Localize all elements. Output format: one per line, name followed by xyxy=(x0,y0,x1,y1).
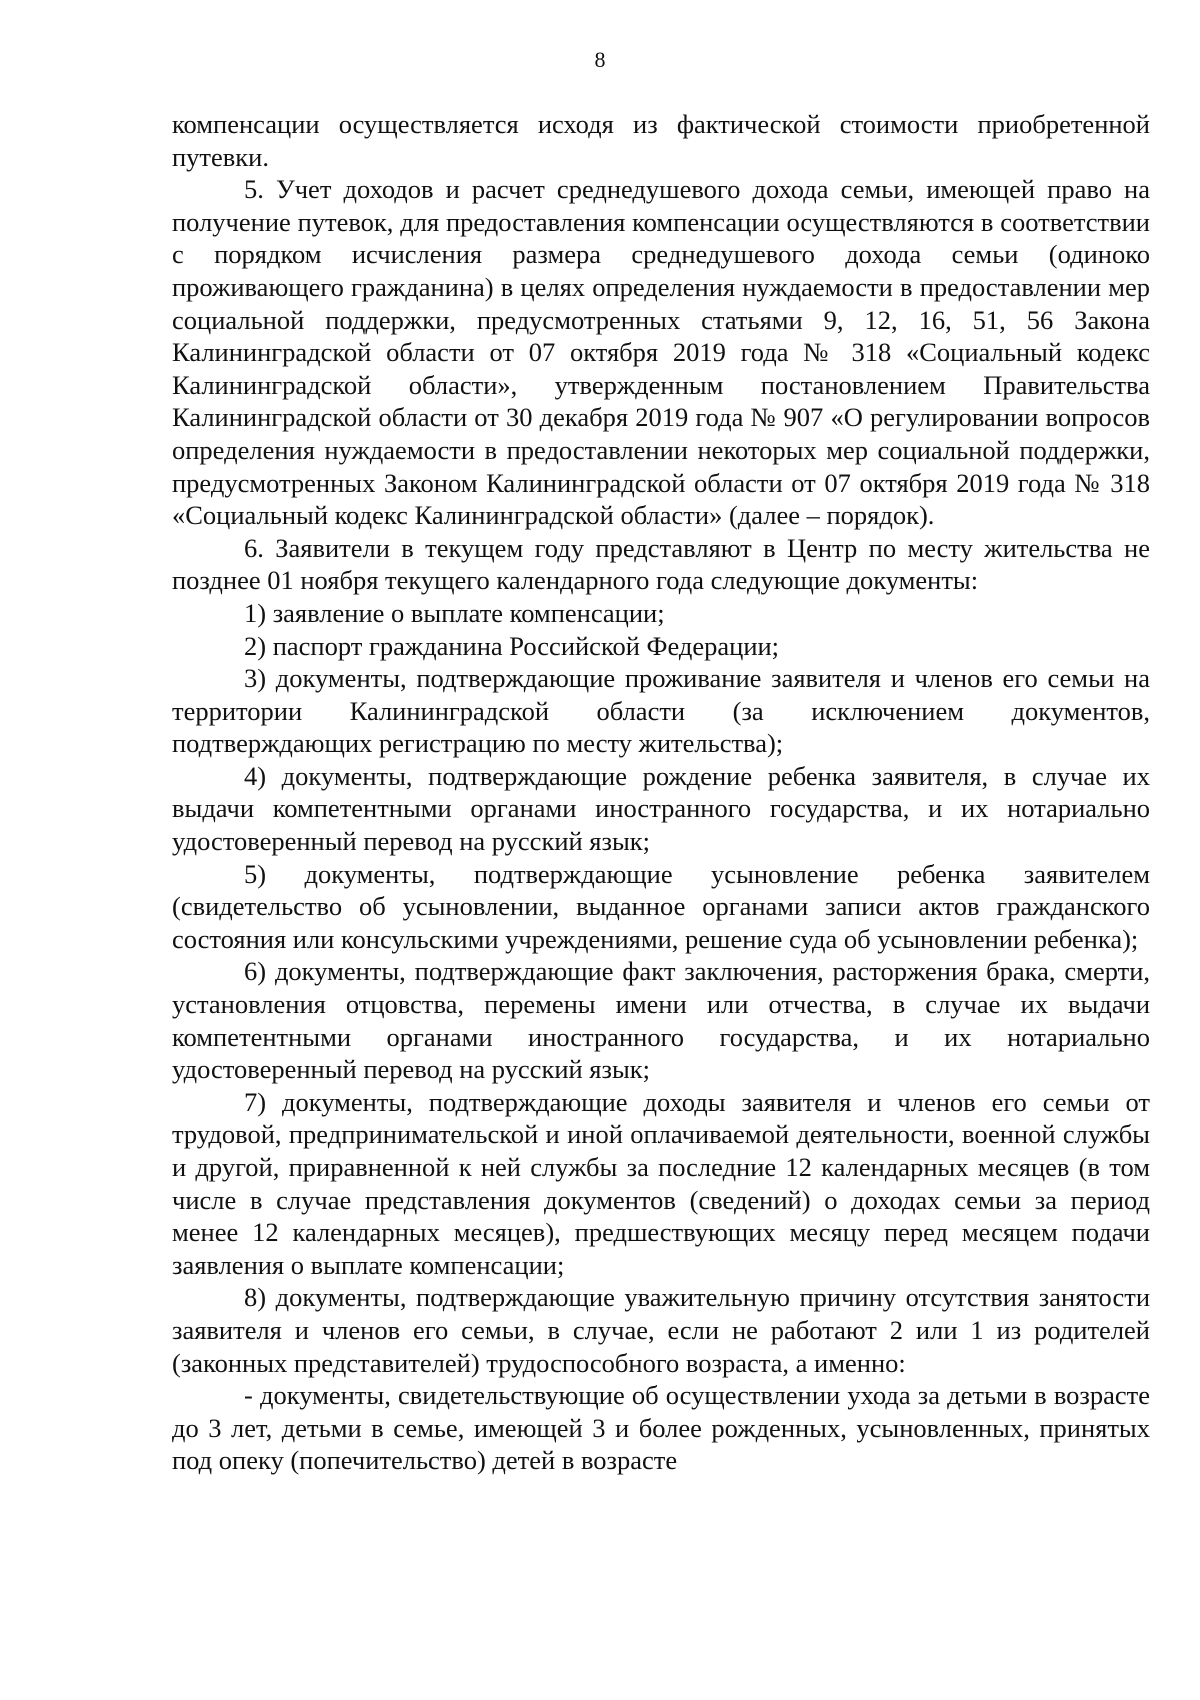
list-item-5: 5) документы, подтверждающие усыновление ребенка заявителем (свидетельство об усыновлении, выданное органами записи актов гражданского состояния или консульскими учреждениями, решение суда об усыновлении ребенка); xyxy=(172,858,1150,954)
list-item-1: 1) заявление о выплате компенсации; xyxy=(244,597,665,628)
list-item-4: 4) документы, подтверждающие рождение ребенка заявителя, в случае их выдачи компетентными органами иностранного государства, и их нотариально удостоверенный перевод на русский язык; xyxy=(172,760,1150,857)
list-item-6: 6) документы, подтверждающие факт заключения, расторжения брака, смерти, установления отцовства, перемены имени или отчества, в случае их выдачи компетентными органами иностранного государства, и их нотариально удостоверенный перевод на русский язык; xyxy=(172,956,1150,1085)
paragraph-6-documents-list: 6. Заявители в текущем году представляют в Центр по месту жительства не позднее 01 ноября текущего календарного года следующие документы: xyxy=(172,532,1150,596)
document-body xyxy=(172,108,1150,1477)
list-item-3: 3) документы, подтверждающие проживание заявителя и членов его семьи на территории Калининградской области (за исключением документов, подтверждающих регистрацию по месту жительства); xyxy=(172,663,1150,759)
sub-item-childcare: - документы, свидетельствующие об осуществлении ухода за детьми в возрасте до 3 лет, детьми в семье, имеющей 3 и более рожденных, усыновленных, принятых под опеку (попечительство) детей в возрасте xyxy=(172,1380,1150,1476)
list-item-2: 2) паспорт гражданина Российской Федерации; xyxy=(244,630,780,661)
paragraph-continuation: компенсации осуществляется исходя из фактической стоимости приобретенной путевки. xyxy=(172,109,1150,172)
list-item-7: 7) документы, подтверждающие доходы заявителя и членов его семьи от трудовой, предпринимательской и иной оплачиваемой деятельности, военной службы и другой, приравненной к ней службы за последние 12 календарных месяцев (в том числе в случае представления документов (сведений) о доходах семьи за период менее 12 календарных месяцев), предшествующих месяцу перед месяцем подачи заявления о выплате компенсации; xyxy=(172,1086,1150,1280)
paragraph-5-income-calculation: 5. Учет доходов и расчет среднедушевого дохода семьи, имеющей право на получение путевок, для предоставления компенсации осуществляются в соответствии с порядком исчисления размера среднедушевого дохода семьи (одиноко проживающего гражданина) в целях определения нуждаемости в предоставлении мер социальной поддержки, предусмотренных статьями 9, 12, 16, 51, 56 Закона Калининградской области от 07 октября 2019 года № 318 «Социальный кодекс Калининградской области», утвержденным постановлением Правительства Калининградской области от 30 декабря 2019 года № 907 «О регулировании вопросов определения нуждаемости в предоставлении некоторых мер социальной поддержки, предусмотренных Законом Калининградской области от 07 октября 2019 года № 318 «Социальный кодекс Калининградской области» (далее – порядок). xyxy=(172,174,1150,531)
page-number: 8 xyxy=(594,47,606,72)
list-item-8: 8) документы, подтверждающие уважительную причину отсутствия занятости заявителя и членов его семьи, в случае, если не работают 2 или 1 из родителей (законных представителей) трудоспособного возраста, а именно: xyxy=(172,1282,1150,1378)
